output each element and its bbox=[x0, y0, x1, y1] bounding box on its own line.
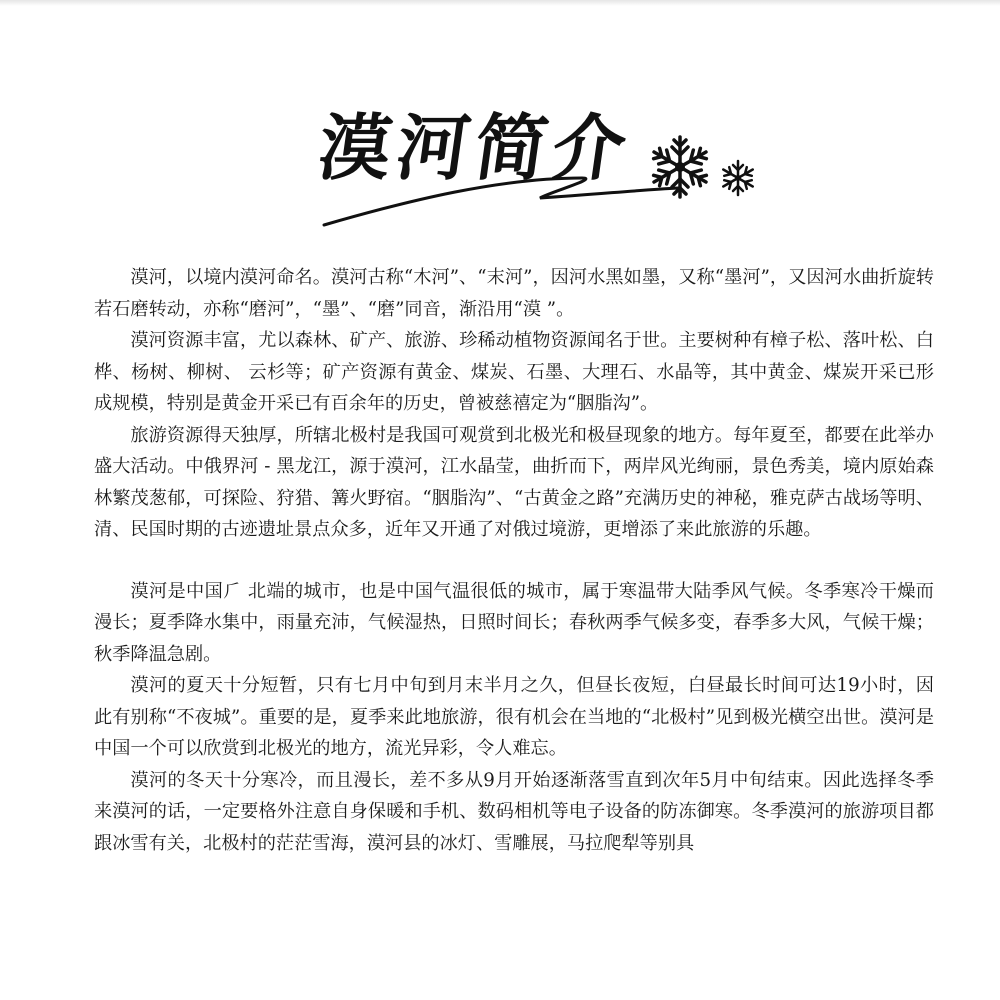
paragraph-name-origin: 漠河，以境内漠河命名。漠河古称“木河”、“末河”，因河水黑如墨，又称“墨河”，又因河水曲折旋转若石磨转动，亦称“磨河”，“墨”、“磨”同音，渐沿用“漠 ”。 bbox=[94, 267, 934, 320]
title-banner bbox=[300, 80, 770, 250]
top-border bbox=[0, 0, 1000, 6]
paragraph-tourism: 旅游资源得天独厚，所辖北极村是我国可观赏到北极光和极昼现象的地方。每年夏至，都要在此举办盛大活动。中俄界河 - 黑龙江，源于漠河，江水晶莹，曲折而下，两岸风光绚丽，景色秀美，境内原始森林繁茂葱郁，可探险、狩猎、篝火野宿。“胭脂沟”、“古黄金之路”充满历史的神秘，雅克萨古战场等明、清、民国时期的古迹遗址景点众多，近年又开通了对俄过境游，更增添了来此旅游的乐趣。 bbox=[94, 424, 934, 540]
paragraph-summer: 漠河的夏天十分短暂，只有七月中旬到月末半月之久，但昼长夜短，白昼最长时间可达19小时，因此有别称“不夜城”。重要的是，夏季来此地旅游，很有机会在当地的“北极村”见到极光横空出世。漠河是中国一个可以欣赏到北极光的地方，流光异彩，令人难忘。 bbox=[94, 675, 934, 759]
paragraph-climate: 漠河是中国⺁ 北端的城市，也是中国气温很低的城市，属于寒温带大陆季风气候。冬季寒冷干燥而漫长；夏季降水集中，雨量充沛，气候湿热，日照时间长；春秋两季气候多变，春季多大风，气候干燥；秋季降温急剧。 bbox=[94, 580, 934, 665]
paragraph-winter: 漠河的冬天十分寒冷，而且漫长，差不多从9月开始逐渐落雪直到次年5月中旬结束。因此选择冬季来漠河的话，一定要格外注意自身保暖和手机、数码相机等电子设备的防冻御寒。冬季漠河的旅游项目都跟冰雪有关，北极村的茫茫雪海，漠河县的冰灯、雪雕展，马拉爬犁等别具 bbox=[94, 769, 934, 854]
paragraph-resources: 漠河资源丰富，尤以森林、矿产、旅游、珍稀动植物资源闻名于世。主要树种有樟子松、落叶松、白桦、杨树、柳树、 云杉等；矿产资源有黄金、煤炭、石墨、大理石、水晶等，其中黄金、煤炭开采已形成规模，特别是黄金开采已有百余年的历史，曾被慈禧定为“胭脂沟”。 bbox=[94, 330, 934, 414]
section-gap bbox=[94, 546, 934, 576]
snowflake-icon bbox=[718, 158, 758, 198]
image-fade-overlay bbox=[740, 852, 850, 912]
title-swoosh-decoration bbox=[300, 170, 680, 230]
article-body bbox=[94, 262, 934, 859]
page-title: 漠河简介 bbox=[313, 105, 638, 190]
snowflake-icon bbox=[645, 132, 715, 202]
